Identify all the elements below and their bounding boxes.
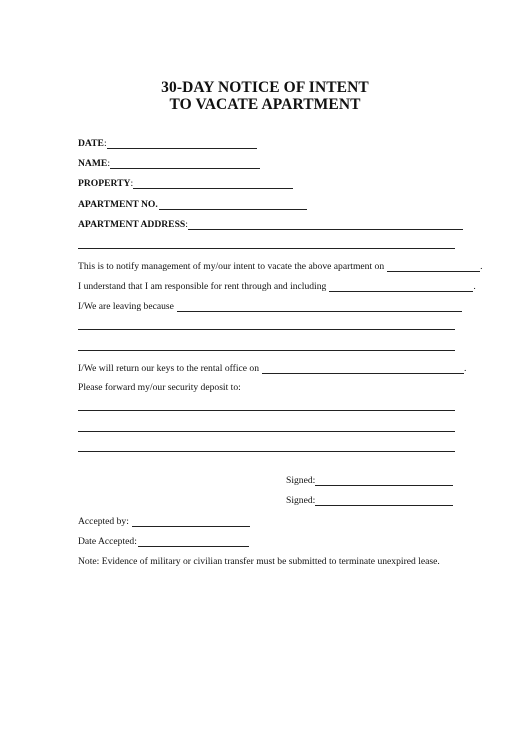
apartment-address-row [78, 218, 463, 232]
leaving-reason-field[interactable] [177, 300, 462, 312]
responsible-period: . [473, 281, 476, 292]
vacate-date-field[interactable] [387, 260, 483, 272]
property-label: PROPERTY [78, 178, 131, 189]
rent-through-date-field[interactable] [329, 280, 476, 292]
forward-text: Please forward my/our security deposit to: [78, 382, 241, 393]
date-row [78, 137, 257, 151]
property-field[interactable] [133, 177, 293, 189]
date-label: DATE [78, 138, 104, 149]
leaving-row [78, 300, 462, 314]
forwarding-address-line-2[interactable] [78, 431, 455, 432]
signature-field-2[interactable] [315, 494, 453, 506]
note-row [78, 555, 440, 569]
notify-period: . [480, 261, 483, 272]
leaving-reason-line-2[interactable] [78, 329, 455, 330]
name-row [78, 157, 260, 171]
name-label: NAME [78, 158, 108, 169]
notify-text: This is to notify management of my/our intent to vacate the above apartment on [78, 261, 385, 272]
signed-label-1: Signed: [286, 475, 316, 486]
keys-row [78, 362, 466, 376]
name-colon: : [107, 158, 110, 169]
form-title-line-1: 30-DAY NOTICE OF INTENT [161, 79, 369, 96]
apartment-address-colon: : [185, 219, 188, 230]
apartment-address-field[interactable] [188, 218, 463, 230]
lease-note: Note: Evidence of military or civilian transfer must be submitted to terminate unexpired lease. [78, 556, 440, 567]
accepted-by-label: Accepted by: [78, 516, 129, 527]
keys-text: I/We will return our keys to the rental office on [78, 363, 260, 374]
apartment-no-label: APARTMENT NO. [78, 199, 158, 210]
leaving-reason-line-3[interactable] [78, 350, 455, 351]
accepted-by-row [78, 515, 250, 529]
responsible-text: I understand that I am responsible for rent through and including [78, 281, 327, 292]
name-field[interactable] [110, 157, 260, 169]
signed-row-2 [286, 494, 453, 508]
property-colon: : [130, 178, 134, 189]
form-title-line-2: TO VACATE APARTMENT [169, 96, 361, 113]
accepted-by-field[interactable] [132, 515, 250, 527]
keys-period: . [464, 363, 467, 374]
notify-row [78, 260, 483, 274]
date-accepted-row [78, 535, 249, 549]
signature-field-1[interactable] [315, 474, 453, 486]
date-field[interactable] [107, 137, 257, 149]
apartment-no-row [78, 198, 307, 212]
date-accepted-field[interactable] [138, 535, 249, 547]
date-colon: : [103, 138, 107, 149]
apartment-address-label: APARTMENT ADDRESS [78, 219, 186, 230]
leaving-text: I/We are leaving because [78, 301, 174, 312]
responsible-row [78, 280, 476, 294]
signed-label-2: Signed: [286, 495, 316, 506]
forwarding-address-line-3[interactable] [78, 451, 455, 452]
date-accepted-label: Date Accepted: [78, 536, 137, 547]
forwarding-address-line-1[interactable] [78, 410, 455, 411]
signed-row-1 [286, 474, 453, 488]
property-row [78, 177, 293, 191]
apartment-address-continuation-line[interactable] [78, 248, 455, 249]
forward-row [78, 381, 241, 395]
apartment-no-field[interactable] [159, 198, 307, 210]
keys-return-date-field[interactable] [262, 362, 467, 374]
